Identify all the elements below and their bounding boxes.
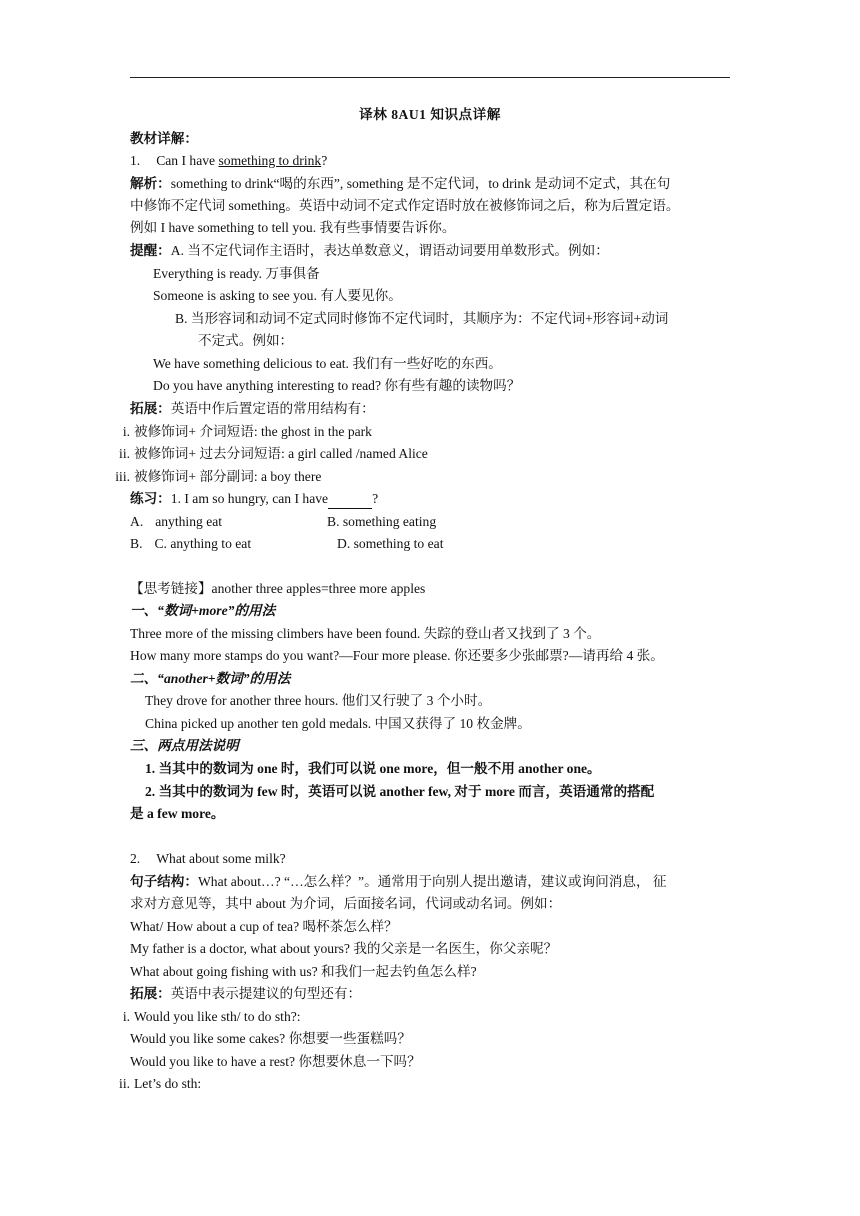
extension-2-item-ii-num: ii. (119, 1076, 130, 1091)
extension-1-label: 拓展： (130, 401, 171, 416)
part-3-heading: 三、两点用法说明 (130, 738, 239, 753)
extension-2-heading (130, 985, 361, 1003)
item-1-prefix: Can I have (156, 153, 219, 168)
exercise-qmark: ? (372, 491, 379, 506)
extension-2-item-ii-text: Let’s do sth: (134, 1076, 202, 1091)
analysis-text-1: something to drink“喝的东西”, something 是不定代词，to drink 是动词不定式，其在句 (170, 176, 671, 191)
exercise-options-row-2 (130, 535, 251, 553)
document-title: 译林 8AU1 知识点详解 (359, 107, 501, 122)
part-1-heading: 一、“数词+more”的用法 (130, 603, 276, 618)
item-1 (130, 152, 327, 170)
extension-2-label: 拓展： (130, 986, 171, 1001)
structure-text-1: What about…? “…怎么样？”。通常用于向别人提出邀请，建议或询问消息， 征 (197, 874, 667, 889)
reminder-example-3: We have something delicious to eat. 我们有一些好吃的东西。 (153, 356, 502, 371)
header-rule (130, 77, 730, 78)
reminder-label: 提醒： (130, 243, 171, 258)
item-2-number: 2. (130, 851, 141, 866)
thinking-link: 【思考链接】another three apples=three more apples (130, 581, 426, 596)
exercise-question-text: 1. I am so hungry, can I have (170, 491, 329, 506)
extension-1-item-3-text: 被修饰词+ 部分副词: a boy there (134, 469, 322, 484)
part-3-point-2-line-2: 是 a few more。 (130, 806, 225, 821)
section-heading-textbook: 教材详解： (130, 131, 198, 146)
exercise-label: 练习： (130, 491, 171, 506)
reminder-a: A. 当不定代词作主语时，表达单数意义，谓语动词要用单数形式。例如： (170, 243, 609, 258)
structure-example-1: What/ How about a cup of tea? 喝杯茶怎么样？ (130, 919, 398, 934)
extension-1-item-3-num: iii. (115, 469, 130, 484)
part-3-point-1: 1. 当其中的数词为 one 时，我们可以说 one more，但一般不用 another one。 (145, 761, 601, 776)
extension-1-heading (130, 400, 375, 418)
analysis-line-3: 例如 I have something to tell you. 我有些事情要告诉你。 (130, 220, 456, 235)
part-1-example-1: Three more of the missing climbers have been found. 失踪的登山者又找到了 3 个。 (130, 626, 601, 641)
exercise-option-a: anything eat (155, 514, 223, 529)
extension-2-item-i (104, 1008, 301, 1026)
analysis-line-1 (130, 175, 670, 193)
reminder-example-1: Everything is ready. 万事俱备 (153, 266, 320, 281)
item-1-number: 1. (130, 153, 141, 168)
extension-2-item-i-text: Would you like sth/ to do sth?: (134, 1009, 301, 1024)
extension-2-example-1: Would you like some cakes? 你想要一些蛋糕吗？ (130, 1031, 411, 1046)
exercise-row-1-number: A. (130, 514, 144, 529)
exercise-question (130, 490, 378, 509)
extension-1-text: 英语中作后置定语的常用结构有： (170, 401, 375, 416)
extension-1-item-1-text: 被修饰词+ 介词短语: the ghost in the park (134, 424, 372, 439)
structure-line-2: 求对方意见等，其中 about 为介词，后面接名词，代词或动名词。例如： (130, 896, 562, 911)
part-1-example-2: How many more stamps do you want?—Four more please. 你还要多少张邮票?—请再给 4 张。 (130, 648, 664, 663)
exercise-option-b: B. something eating (327, 514, 437, 529)
extension-2-example-2: Would you like to have a rest? 你想要休息一下吗？ (130, 1054, 421, 1069)
item-1-underlined-phrase: something to drink (218, 153, 322, 168)
extension-1-item-3 (104, 468, 321, 486)
extension-2-item-ii (104, 1075, 201, 1093)
part-2-example-2: China picked up another ten gold medals. 中国又获得了 10 枚金牌。 (145, 716, 531, 731)
reminder-example-4: Do you have anything interesting to read? 你有些有趣的读物吗？ (153, 378, 521, 393)
item-2 (130, 850, 286, 868)
part-2-example-1: They drove for another three hours. 他们又行驶了 3 个小时。 (145, 693, 492, 708)
structure-line-1 (130, 873, 667, 891)
structure-label: 句子结构： (130, 874, 198, 889)
part-3-point-2-line-1: 2. 当其中的数词为 few 时，英语可以说 another few, 对于 more 而言，英语通常的搭配 (145, 784, 655, 799)
reminder-line-a (130, 242, 609, 260)
structure-example-2: My father is a doctor, what about yours? 我的父亲是一名医生，你父亲呢？ (130, 941, 558, 956)
exercise-option-d: D. something to eat (337, 536, 444, 551)
extension-1-item-2-num: ii. (119, 446, 130, 461)
reminder-b-line-2: 不定式。例如： (198, 333, 294, 348)
exercise-option-c: C. anything to eat (154, 536, 252, 551)
analysis-line-2: 中修饰不定代词 something。英语中动词不定式作定语时放在被修饰词之后，称为后置定语。 (130, 198, 680, 213)
reminder-b-line-1: B. 当形容词和动词不定式同时修饰不定代词时，其顺序为：不定代词+形容词+动词 (175, 311, 669, 326)
item-2-text: What about some milk? (156, 851, 286, 866)
extension-1-item-2 (104, 445, 428, 463)
part-2-heading: 二、“another+数词”的用法 (130, 671, 291, 686)
exercise-row-2-number: B. (130, 536, 143, 551)
item-1-suffix: ? (321, 153, 328, 168)
extension-1-item-1 (104, 423, 372, 441)
exercise-options-row-1 (130, 513, 222, 531)
extension-1-item-1-num: i. (122, 424, 130, 439)
exercise-blank (328, 490, 372, 509)
analysis-label: 解析： (130, 176, 171, 191)
structure-example-3: What about going fishing with us? 和我们一起去钓鱼怎么样? (130, 964, 477, 979)
extension-2-item-i-num: i. (122, 1009, 130, 1024)
extension-1-item-2-text: 被修饰词+ 过去分词短语: a girl called /named Alice (134, 446, 428, 461)
reminder-example-2: Someone is asking to see you. 有人要见你。 (153, 288, 402, 303)
extension-2-text: 英语中表示提建议的句型还有： (170, 986, 362, 1001)
